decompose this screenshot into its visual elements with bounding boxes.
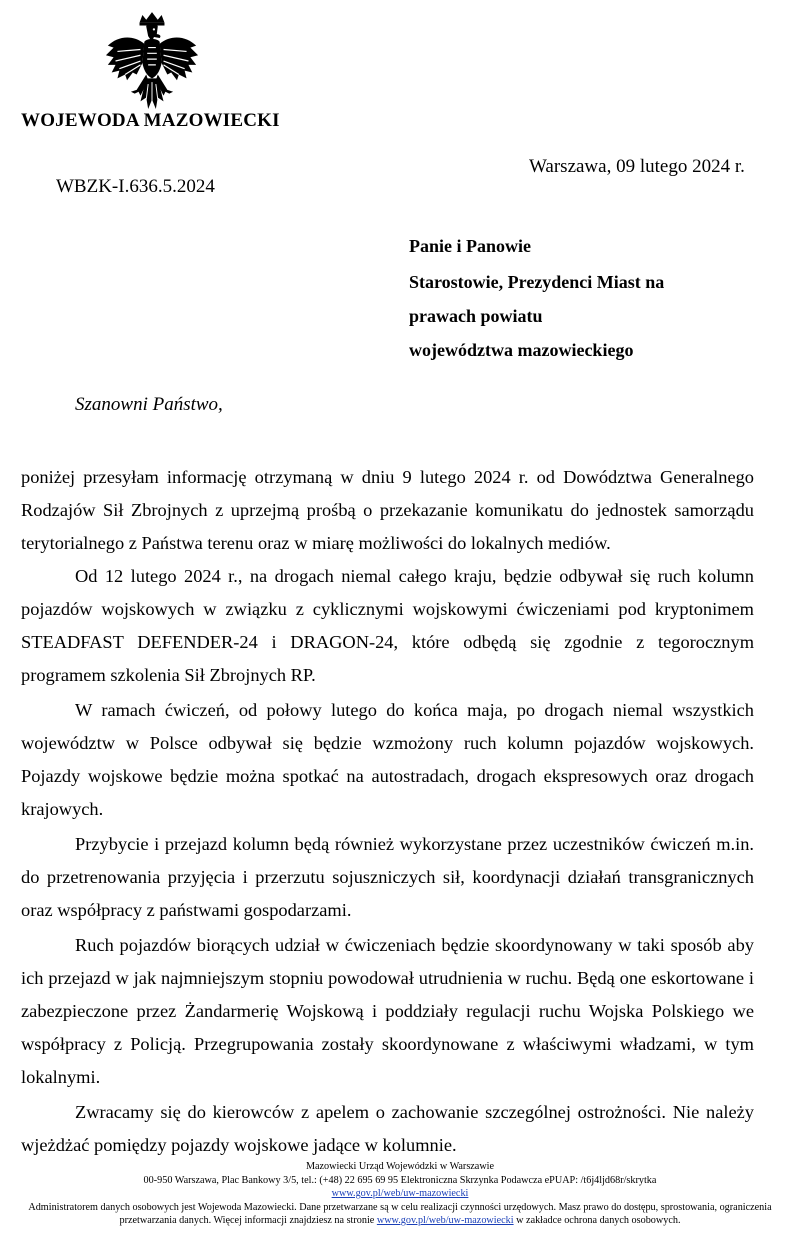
paragraph: Ruch pojazdów biorących udział w ćwiczeniach będzie skoordynowany w taki sposób aby ich przejazd w jak najmniejszym stopniu powodował utrudnienia w ruchu. Będą one eskortowane i zabezpieczone przez Żandarmerię Wojskową i poddziały regulacji ruchu Wojska Polskiego we współpracy z Policją. Przegrupowania zostały skoordynowane z właściwymi władzami, w tym lokalnymi. [21,935,754,1087]
paragraph: Zwracamy się do kierowców z apelem o zachowanie szczególnej ostrożności. Nie należy wjeżdżać pomiędzy pojazdy wojskowe jadące w kolumnie. [21,1102,754,1155]
polish-eagle-emblem-icon [104,8,200,116]
document-date: Warszawa, 09 lutego 2024 r. [529,156,745,177]
paragraph: W ramach ćwiczeń, od połowy lutego do końca maja, po drogach niemal wszystkich województw w Polsce odbywał się będzie wzmożony ruch kolumn pojazdów wojskowych. Pojazdy wojskowe będzie można spotkać na autostradach, drogach ekspresowych oraz drogach krajowych. [21,700,754,819]
paragraph: Przybycie i przejazd kolumn będą również wykorzystane przez uczestników ćwiczeń m.in. do przetrenowania przyjęcia i przerzutu sojuszniczych sił, koordynacji działań transgranicznych oraz współpracy z państwami gospodarzami. [21,834,754,920]
addressee-line: prawach powiatu [409,306,543,326]
letter-body [21,461,754,1162]
footer-privacy-notice [10,1201,790,1228]
addressee-line: Starostowie, Prezydenci Miast na [409,272,665,292]
paragraph: Od 12 lutego 2024 r., na drogach niemal całego kraju, będzie odbywał się ruch kolumn pojazdów wojskowych w związku z cyklicznymi wojskowymi ćwiczeniami pod kryptonimem STEADFAST DEFENDER-24 i DRAGON-24, które odbędą się zgodnie z tegorocznym programem szkolenia Sił Zbrojnych RP. [21,566,754,685]
footer-office: Mazowiecki Urząd Wojewódzki w Warszawie [305,1161,495,1172]
privacy-website-link[interactable]: www.gov.pl/web/uw-mazowiecki [376,1215,514,1226]
privacy-text-end: w zakładce ochrona danych osobowych. [513,1215,681,1226]
privacy-text: Administratorem danych osobowych jest Wojewoda Mazowiecki. Dane przetwarzane są w celu realizacji czynności urzędowych. Masz prawo do dostępu, sprostowania, ograniczenia przetwarzania danych. Więcej informacji znajdziesz na stronie [28,1201,772,1226]
salutation: Szanowni Państwo, [75,394,223,415]
issuer-title: WOJEWODA MAZOWIECKI [21,110,280,131]
reference-number: WBZK-I.636.5.2024 [56,176,215,197]
footer-website-link[interactable]: www.gov.pl/web/uw-mazowiecki [331,1188,469,1199]
footer [10,1160,790,1228]
addressee-line: województwa mazowieckiego [409,340,634,360]
footer-address: 00-950 Warszawa, Plac Bankowy 3/5, tel.: (+48) 22 695 69 95 Elektroniczna Skrzynka Podawcza ePUAP: /t6j4ljd68r/skrytka [143,1174,657,1186]
addressee-line: Panie i Panowie [409,236,531,256]
paragraph: poniżej przesyłam informację otrzymaną w dniu 9 lutego 2024 r. od Dowództwa Generalnego Rodzajów Sił Zbrojnych z uprzejmą prośbą o przekazanie komunikatu do jednostek samorządu terytorialnego z Państwa terenu oraz w miarę możliwości do lokalnych mediów. [21,467,754,553]
